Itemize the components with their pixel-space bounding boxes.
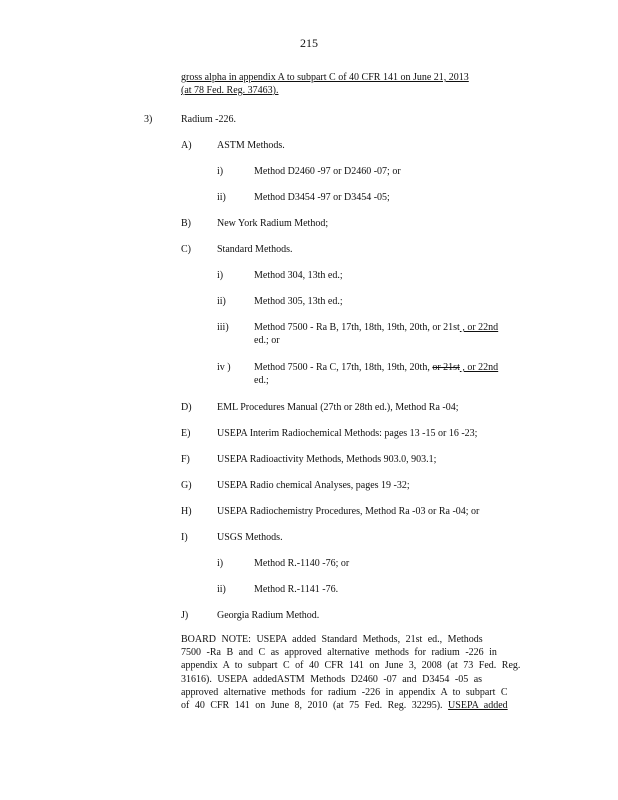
item-c-iv-struck: or 21st [432,362,460,373]
intro-line-2: (at 78 Fed. Reg. 37463). [181,85,279,96]
item-c-iii-added: , or 22nd [459,322,499,333]
item-i-label: I) [181,532,188,543]
item-e-label: E) [181,428,191,439]
item-a-i-text: Method D2460 -97 or D2460 -07; or [254,166,401,177]
section-3-title: Radium -226. [181,114,236,125]
item-c-i-text: Method 304, 13th ed.; [254,270,343,281]
item-e-text: USEPA Interim Radiochemical Methods: pages 13 -15 or 16 -23; [217,428,478,439]
section-3-label: 3) [144,114,153,125]
item-a-ii-text: Method D3454 -97 or D3454 -05; [254,192,390,203]
item-c-label: C) [181,244,191,255]
item-j-label: J) [181,610,189,621]
item-g-label: G) [181,480,192,491]
item-c-ii-num: ii) [217,296,226,307]
item-d-label: D) [181,402,192,413]
board-note-line: approved alternative methods for radium -226 in appendix A to subpart C [181,686,508,698]
item-c-i-num: i) [217,270,224,281]
item-i-i-text: Method R.-1140 -76; or [254,558,350,569]
item-g-text: USEPA Radio chemical Analyses, pages 19 -32; [217,480,410,491]
board-note-added-text: USEPA added [448,700,508,712]
item-i-i-num: i) [217,558,224,569]
item-c-iii-num: iii) [217,322,229,333]
item-h-label: H) [181,506,192,517]
item-f-label: F) [181,454,190,465]
item-a-i-num: i) [217,166,224,177]
board-note-line: 31616). USEPA addedASTM Methods D2460 -07 and D3454 -05 as [181,673,483,685]
item-c-iii-text: Method 7500 - Ra B, 17th, 18th, 19th, 20th, or 21st [254,322,460,333]
item-c-iii-cont: ed.; or [254,335,280,346]
item-c-iii-line [254,322,498,334]
item-a-ii-num: ii) [217,192,226,203]
item-i-ii-text: Method R.-1141 -76. [254,584,339,595]
item-j-title: Georgia Radium Method. [217,610,320,621]
item-b-title: New York Radium Method; [217,218,329,229]
item-c-iv-text: Method 7500 - Ra C, 17th, 18th, 19th, 20th, [254,362,430,373]
board-note-line: 7500 -Ra B and C as approved alternative methods for radium -226 in [181,647,497,659]
board-note-last-line [181,699,531,712]
item-c-ii-text: Method 305, 13th ed.; [254,296,343,307]
board-note-line: BOARD NOTE: USEPA added Standard Methods, 21st ed., Methods [181,634,483,645]
intro-line-1: gross alpha in appendix A to subpart C of 40 CFR 141 on June 21, 2013 [181,72,469,83]
item-a-label: A) [181,140,192,151]
item-h-text: USEPA Radiochemistry Procedures, Method Ra -03 or Ra -04; or [217,506,480,517]
board-note-line: appendix A to subpart C of 40 CFR 141 on June 3, 2008 (at 73 Fed. Reg. [181,660,521,672]
item-a-title: ASTM Methods. [217,140,285,151]
item-c-iv-cont: ed.; [254,375,269,386]
item-d-text: EML Procedures Manual (27th or 28th ed.), Method Ra -04; [217,402,459,413]
item-c-iv-added: , or 22nd [459,362,499,373]
item-c-title: Standard Methods. [217,244,293,255]
board-note [181,633,531,712]
item-c-iv-line [254,362,498,374]
page-number: 215 [300,36,318,50]
board-note-line: of 40 CFR 141 on June 8, 2010 (at 75 Fed. Reg. 32295). [181,700,443,712]
item-b-label: B) [181,218,191,229]
item-i-ii-num: ii) [217,584,226,595]
item-f-text: USEPA Radioactivity Methods, Methods 903.0, 903.1; [217,454,437,465]
item-c-iv-num: iv ) [217,362,231,373]
item-i-title: USGS Methods. [217,532,283,543]
